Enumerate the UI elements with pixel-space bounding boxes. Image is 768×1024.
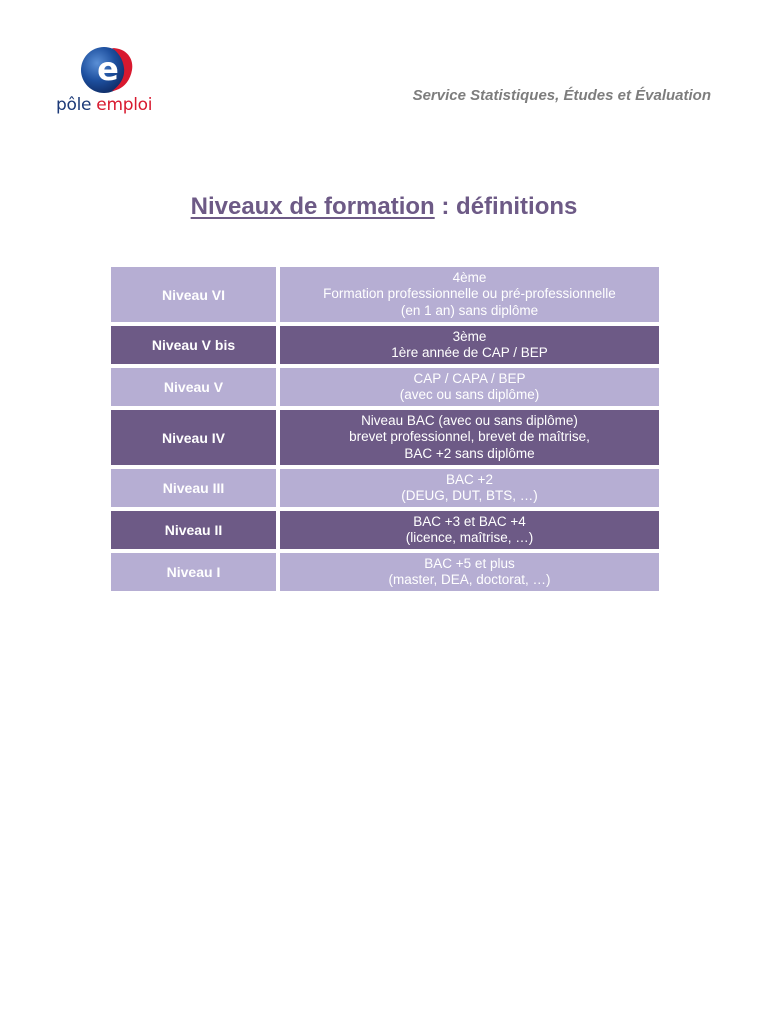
level-row-v — [111, 368, 659, 406]
level-description — [280, 368, 659, 406]
page-title — [0, 193, 768, 221]
logo-wordmark — [56, 95, 152, 115]
service-name: Service Statistiques, Études et Évaluation — [412, 87, 711, 104]
level-desc-line: BAC +3 et BAC +4 — [413, 513, 526, 529]
level-row-ii — [111, 511, 659, 549]
levels-table — [111, 267, 659, 595]
level-row-vi — [111, 267, 659, 322]
level-desc-line: (en 1 an) sans diplôme — [400, 302, 539, 318]
level-desc-line: 4ème — [452, 269, 487, 285]
level-name: Niveau IV — [111, 410, 276, 465]
level-desc-line: BAC +5 et plus — [424, 555, 515, 571]
level-row-i — [111, 553, 659, 591]
level-description — [280, 511, 659, 549]
page-title-underlined: Niveaux de formation — [190, 193, 435, 220]
level-desc-line: (master, DEA, doctorat, …) — [388, 572, 551, 587]
pole-emploi-logo — [54, 44, 164, 124]
pole-emploi-logo-icon — [78, 44, 136, 94]
level-desc-line: (avec ou sans diplôme) — [399, 387, 540, 402]
level-desc-line: brevet professionnel, brevet de maîtrise, — [349, 429, 590, 445]
level-desc-line: BAC +2 — [446, 471, 493, 487]
level-row-iii — [111, 469, 659, 507]
logo-word-pole: pôle — [56, 95, 92, 115]
level-description — [280, 326, 659, 364]
level-desc-line: 3ème — [452, 328, 487, 344]
level-desc-line: Formation professionnelle ou pré-professionnelle — [323, 286, 616, 302]
logo-word-emploi: emploi — [96, 95, 153, 115]
level-desc-line: BAC +2 sans diplôme — [404, 445, 535, 461]
level-row-iv — [111, 410, 659, 465]
level-name: Niveau V — [111, 368, 276, 406]
level-description — [280, 410, 659, 465]
level-description — [280, 267, 659, 322]
level-desc-line: 1ère année de CAP / BEP — [391, 345, 548, 360]
level-desc-line: Niveau BAC (avec ou sans diplôme) — [361, 412, 578, 428]
svg-text:e: e — [97, 50, 119, 88]
level-name: Niveau I — [111, 553, 276, 591]
level-desc-line: CAP / CAPA / BEP — [413, 370, 526, 386]
level-name: Niveau VI — [111, 267, 276, 322]
level-description — [280, 469, 659, 507]
level-row-v-bis — [111, 326, 659, 364]
level-desc-line: (DEUG, DUT, BTS, …) — [401, 488, 538, 503]
level-name: Niveau III — [111, 469, 276, 507]
level-description — [280, 553, 659, 591]
level-name: Niveau V bis — [111, 326, 276, 364]
level-name: Niveau II — [111, 511, 276, 549]
level-desc-line: (licence, maîtrise, …) — [405, 530, 534, 545]
page-title-rest: : définitions — [434, 193, 578, 220]
